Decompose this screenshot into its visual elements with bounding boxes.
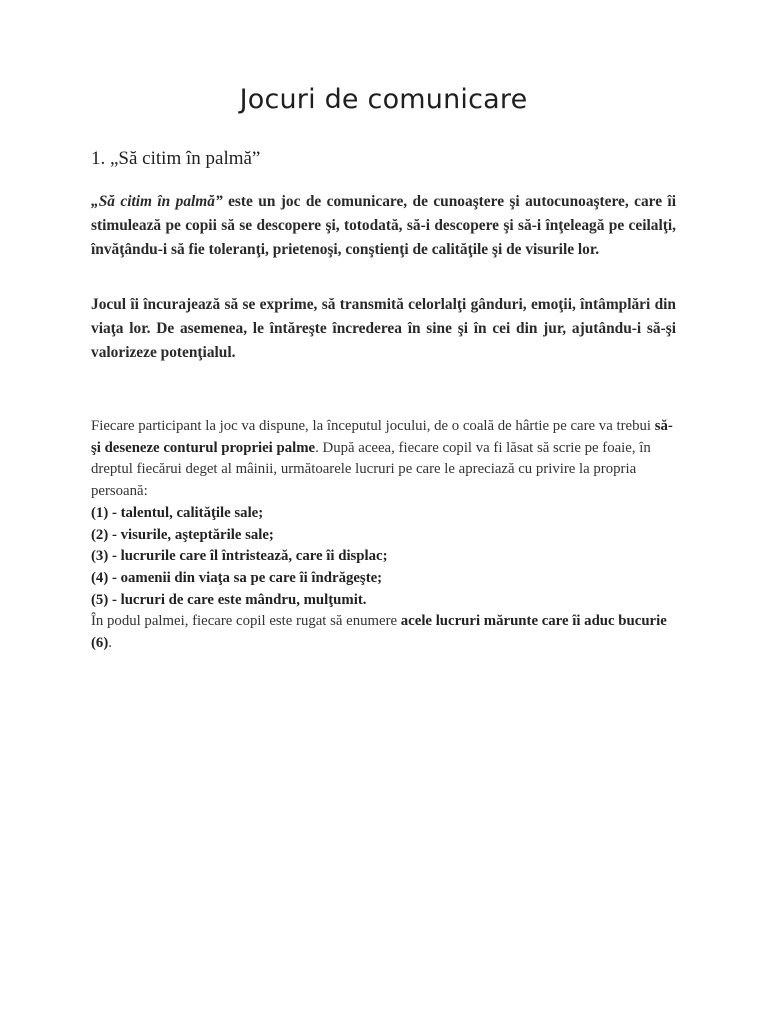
intro-paragraph-text: este un joc de comunicare, de cunoaştere şi autocunoaştere, care îi stimulează pe copii să se descopere şi, totodată, să-i descopere şi să-i înţeleagă pe ceilalţi, învăţându-i să fie toleranţi, prietenoşi, conştienţi de calităţile şi de visurile lor. — [91, 193, 676, 259]
closing-text-part2: . — [108, 635, 112, 652]
instructions-text-part1: Fiecare participant la joc va dispune, la începutul jocului, de o coală de hârtie pe care va trebui — [91, 418, 655, 434]
instructions-bold: să-şi deseneze conturul propriei palme — [91, 418, 673, 456]
intro-paragraph — [91, 190, 676, 263]
closing-text-part1: În podul palmei, fiecare copil este rugat să enumere — [91, 613, 401, 630]
closing-paragraph — [91, 611, 681, 654]
list-item: (4) - oamenii din viaţa sa pe care îi îndrăgeşte; — [91, 569, 383, 586]
list-item: (2) - visurile, aşteptările sale; — [91, 526, 274, 543]
list-item: (3) - lucrurile care îl întristează, care îi displac; — [91, 548, 388, 565]
benefits-paragraph: Jocul îi încurajează să se exprime, să transmită celorlalţi gânduri, emoţii, întâmplări din viaţa lor. De asemenea, le întăreşte încrederea în sine şi în cei din jur, ajutându-i să-şi valorizeze potenţialul. — [91, 296, 676, 362]
instructions-text-part2: . După aceea, fiecare copil va fi lăsat să scrie pe foaie, în dreptul fiecărui deget al mâinii, următoarele lucruri pe care le apreciază cu privire la propria persoană: — [91, 439, 651, 500]
section-heading: 1. „Să citim în palmă” — [91, 148, 261, 169]
game-name-italic: „Să citim în palmă” — [91, 193, 223, 210]
list-item: (5) - lucruri de care este mândru, mulţumit. — [91, 591, 367, 608]
list-item: (1) - talentul, calităţile sale; — [91, 504, 264, 521]
document-title: Jocuri de comunicare — [239, 84, 528, 115]
instructions-block — [91, 416, 681, 655]
closing-bold: acele lucruri mărunte care îi aduc bucurie (6) — [91, 613, 667, 652]
instructions-paragraph — [91, 416, 681, 503]
